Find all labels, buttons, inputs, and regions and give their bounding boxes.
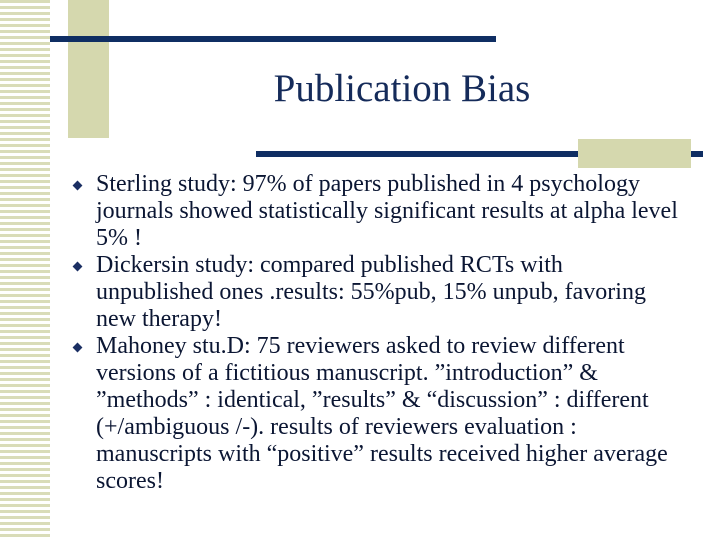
bullet-item-dickersin <box>72 252 684 333</box>
left-stripe-decoration <box>0 0 50 540</box>
title-top-rule <box>50 36 496 42</box>
bullet-item-sterling <box>72 171 684 252</box>
bullet-text: Dickersin study: compared published RCTs with unpublished ones .results: 55%pub, 15% unpub, favoring new therapy! <box>96 252 646 332</box>
slide-title: Publication Bias <box>273 67 531 110</box>
bullet-text: Sterling study: 97% of papers published in 4 psychology journals showed statistically significant results at alpha level 5% ! <box>96 171 678 251</box>
bullet-text: Mahoney stu.D: 75 reviewers asked to review different versions of a fictitious manuscript. ”introduction” & ”methods” : identical, ”results” & “discussion” : different (+/ambiguous /-). results of reviewers evaluation : manuscripts with “positive” results received higher average scores! <box>96 333 668 494</box>
bullet-list <box>72 171 684 495</box>
bullet-item-mahoney <box>72 333 684 495</box>
diamond-bullet-icon <box>73 181 83 191</box>
diamond-bullet-icon <box>73 262 83 272</box>
diamond-bullet-icon <box>73 343 83 353</box>
top-left-decor-block <box>68 0 109 138</box>
right-decor-block <box>578 139 691 168</box>
